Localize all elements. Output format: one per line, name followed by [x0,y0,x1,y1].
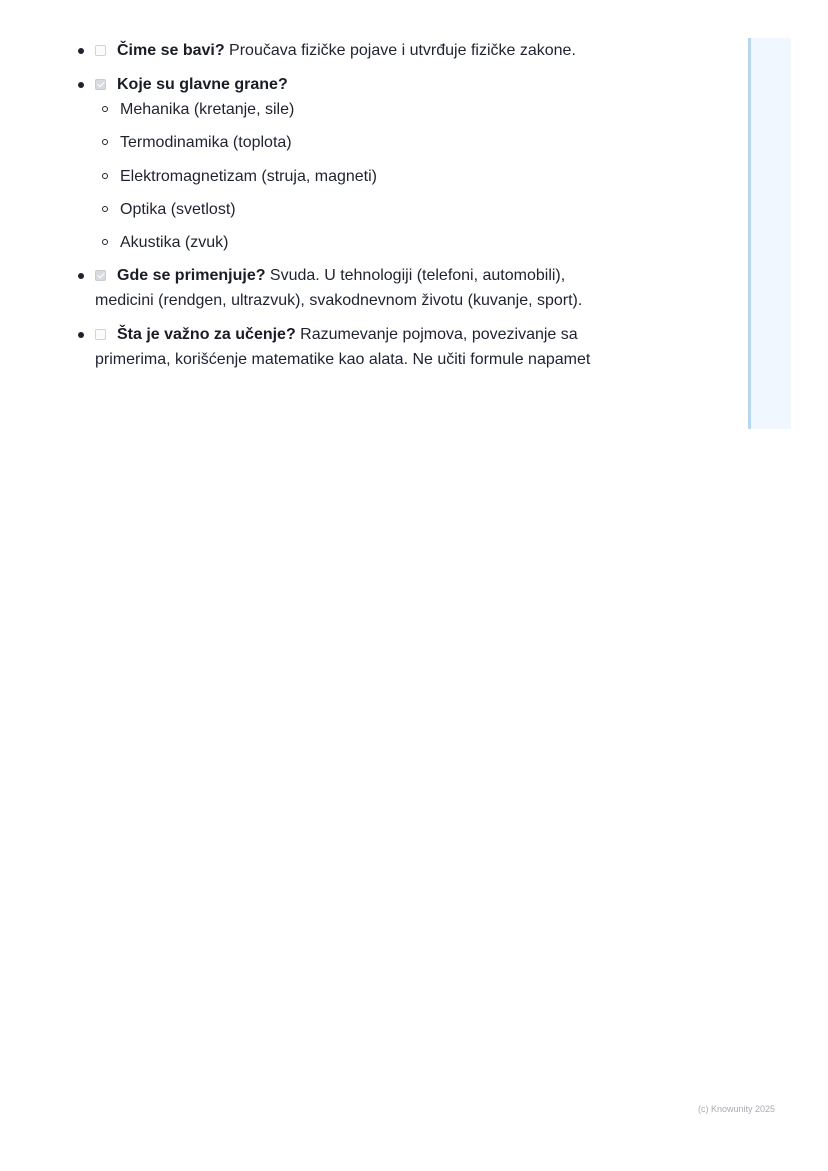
bullet [78,332,84,338]
item-text: Svuda. U tehnologiji (telefoni, automobili), medicini (rendgen, ultrazvuk), svakodnevnom životu (kuvanje, sport). [95,267,583,310]
bullet [78,273,84,279]
checkbox-unchecked[interactable] [95,45,106,56]
bullet [78,48,84,54]
hollow-bullet [102,239,108,245]
main-list [95,38,625,372]
item-label: Gde se primenjuje? [117,267,266,285]
item-label: Čime se bavi? [117,42,225,59]
sub-item-text: Optika (svetlost) [120,200,236,218]
sub-item-text: Akustika (zvuk) [120,234,229,252]
hollow-bullet [102,206,108,212]
item-label: Koje su glavne grane? [117,76,288,93]
item-text: Proučava fizičke pojave i utvrđuje fizičke zakone. [224,42,576,59]
sidebar-panel [748,38,791,429]
list-item-glavne-grane [95,72,625,255]
sub-list-item [120,164,625,189]
list-item-gde-se-primenjuje [95,263,625,313]
sub-item-text: Elektromagnetizam (struja, magneti) [120,167,377,185]
checkbox-checked[interactable] [95,79,106,90]
item-label: Šta je važno za učenje? [117,326,296,344]
sub-list-item [120,197,625,222]
sub-list-item [120,97,625,122]
hollow-bullet [102,139,108,145]
sub-list-item [120,230,625,255]
hollow-bullet [102,173,108,179]
copyright-footer: (c) Knowunity 2025 [697,1104,775,1114]
sub-list-item [120,130,625,155]
list-item-vazno-za-ucenje [95,322,625,372]
bullet [78,82,84,88]
sub-list [95,97,625,255]
sub-item-text: Termodinamika (toplota) [120,134,292,152]
hollow-bullet [102,106,108,112]
list-item-cime-se-bavi [95,38,625,63]
item-text: Razumevanje pojmova, povezivanje sa primerima, korišćenje matematike kao alata. Ne učiti formule napamet [95,326,591,369]
checkbox-unchecked[interactable] [95,329,106,340]
checkbox-checked[interactable] [95,270,106,281]
sub-item-text: Mehanika (kretanje, sile) [120,101,295,118]
